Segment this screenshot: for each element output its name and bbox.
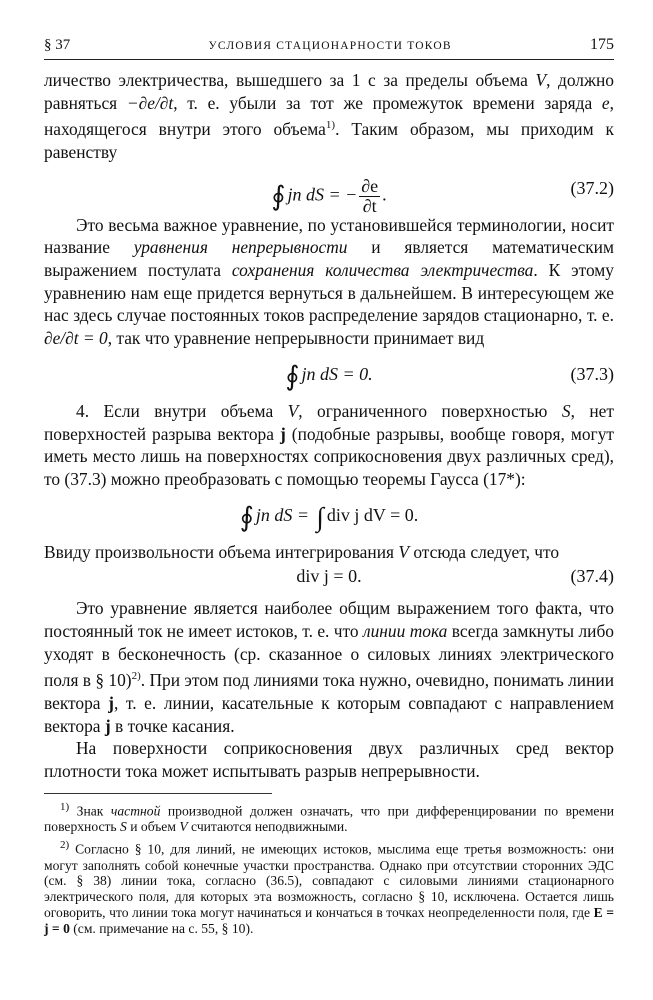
contour-integral-symbol: ∮ (271, 181, 286, 212)
footnote-1: $^{1)}$ Знак частной производной должен означать, что при дифференцировании по времени поверхность S и объем V считаются неподвижными. (44, 800, 614, 835)
equation-number: (37.4) (570, 566, 614, 587)
footnote-2: $^{2)}$ Согласно § 10, для линий, не имеющих истоков, мыслима еще третья возможность: они могут заполнять собой конечные участки пространства. Однако при отсутствии сторонних ЭДС (см. § 38) линии тока, согласно (36.5), совпадают с силовыми линиями стационарного электрического поля, для которых эта возможность, согласно § 10, исключена. Остается лишь оговорить, что линии тока могут начинаться и кончаться в точках неопределенности поля, где E = j = 0 (см. примечание на с. 55, § 10). (44, 839, 614, 937)
equation-37-3-formula: ∮ jn dS = 0. (285, 360, 373, 391)
paragraph-continuation: личество электричества, вышедшего за 1 с за пределы объема V, должно равняться −∂e/∂t, т. е. убыли за тот же промежуток времени заряда e, находящегося внутри этого объема$^{1)}$. Таким образом, мы приходим к равенству (44, 70, 615, 162)
volume-integral-symbol: ∫ (316, 501, 324, 532)
paragraph: Это уравнение является наиболее общим выражением того факта, что постоянный ток не имеет истоков, т. е. что линии тока всегда замкнуты либо уходят в бесконечность (ср. сказанное о силовых линиях электрического поля в § 10)$^{2)}$. При этом под линиями тока нужно, очевидно, понимать линии вектора j, т. е. линии, касательные к которым совпадают с направлением вектора j в точке касания. (44, 598, 615, 736)
equation-number: (37.2) (570, 177, 614, 198)
equation-number: (37.3) (570, 363, 614, 384)
paragraph: Это весьма важное уравнение, по установившейся терминологии, носит название уравнения непрерывности и является математическим выражением постулата сохранения количества электричества. К этому уравнению нам еще придется вернуться в дальнейшем. В интересующем же нас здесь случае постоянных токов распределение зарядов стационарно, т. е. ∂e/∂t = 0, так что уравнение непрерывности принимает вид (44, 214, 615, 349)
footnote-divider (44, 793, 272, 794)
running-title: УСЛОВИЯ СТАЦИОНАРНОСТИ ТОКОВ (208, 40, 452, 52)
equation-37-3 (44, 350, 614, 400)
equation-37-2-formula: ∮ jn dS = − $\frac{\partial e}{\partial t}$ . (271, 175, 387, 216)
contour-integral-symbol: ∮ (239, 501, 254, 532)
paragraph: Ввиду произвольности объема интегрирования V отсюда следует, что (44, 541, 560, 562)
equation-37-2 (44, 164, 614, 214)
paragraph: На поверхности соприкосновения двух различных сред вектор плотности тока может испытывать разрыв непрерывности. (44, 738, 614, 782)
fraction: $\frac{\partial e}{\partial t}$ (361, 175, 379, 216)
equation-gauss-formula: ∮ jn dS = ∫ div j dV = 0. (239, 501, 419, 532)
main-text (44, 69, 614, 783)
contour-integral-symbol: ∮ (285, 360, 300, 391)
footnote-ref-2[interactable]: 2) (131, 670, 141, 683)
equation-gauss (44, 491, 614, 541)
paragraph-item-4: 4. Если внутри объема V, ограниченного поверхностью S, нет поверхностей разрыва вектора j (подобные разрывы, вообще говоря, могут иметь место лишь на поверхностях соприкосновения двух различных сред), то (37.3) можно преобразовать с помощью теоремы Гаусса (17*): (44, 400, 614, 489)
equation-37-4 (44, 563, 614, 597)
page-number: 175 (589, 36, 614, 53)
section-number: § 37 (44, 37, 71, 53)
footnote-ref-1[interactable]: 1) (325, 119, 336, 132)
running-header (44, 36, 614, 60)
equation-37-4-formula: div j = 0. (296, 566, 362, 587)
footnotes (44, 800, 614, 937)
book-page (44, 36, 614, 940)
